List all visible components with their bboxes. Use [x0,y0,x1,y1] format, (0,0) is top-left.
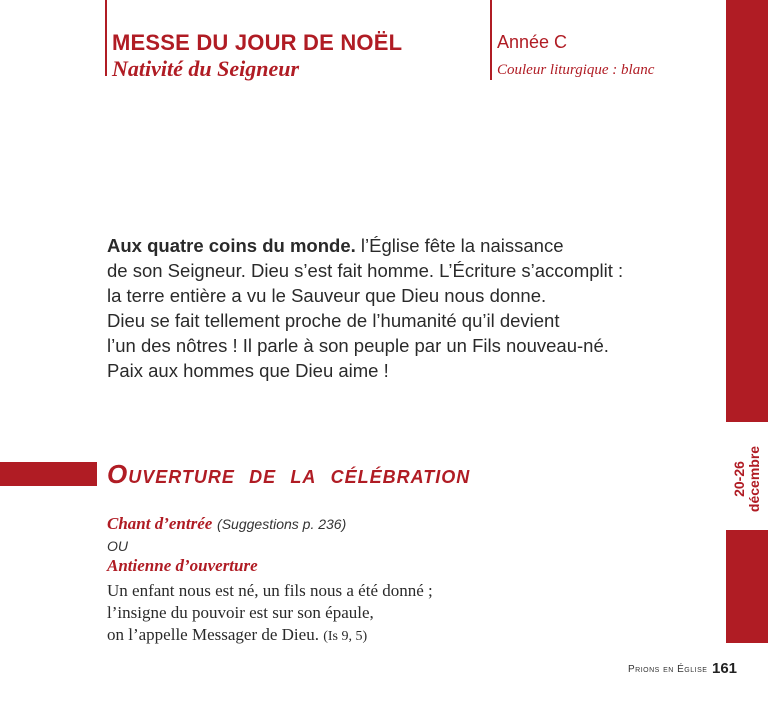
header-rule-left [105,0,107,76]
intro-line-1 [107,233,707,258]
section-title: Ouverture de la célébration [107,459,471,489]
or-label: OU [107,538,128,554]
intro-line-5: l’un des nôtres ! Il parle à son peuple par un Fils nouveau-né. [107,335,609,356]
intro-line-1-text: l’Église fête la naissance [355,235,564,256]
intro-paragraph [107,233,707,383]
page-title: MESSE DU JOUR DE NOËL [112,30,403,55]
date-month: décembre [746,445,762,513]
liturgical-colour: Couleur liturgique : blanc [497,62,655,78]
liturgical-year: Année C [497,32,568,52]
publication-name: Prions en Église [628,664,708,675]
intro-line-3: la terre entière a vu le Sauveur que Dieu nous donne. [107,285,547,306]
intro-lead: Aux quatre coins du monde. [107,235,356,256]
date-range: 20-26 [731,461,747,497]
sidebar-band-bottom [726,530,768,643]
sidebar-band-top [726,0,768,422]
antiphon-line-3 [107,624,433,648]
chant-label: Chant d’entrée [107,514,213,533]
intro-line-2: de son Seigneur. Dieu s’est fait homme. L’Écriture s’accomplit : [107,260,624,281]
section-marker-bar [0,462,97,486]
antiphon-citation: (Is 9, 5) [323,629,368,644]
intro-line-4: Dieu se fait tellement proche de l’humanité qu’il devient [107,310,560,331]
antiphon-line-1: Un enfant nous est né, un fils nous a été donné ; [107,581,433,600]
antienne-label: Antienne d’ouverture [107,556,258,575]
chant-entree [107,514,346,534]
date-tab [727,434,767,524]
chant-reference: (Suggestions p. 236) [217,516,347,532]
page-number: 161 [712,660,738,677]
antiphon-line-2: l’insigne du pouvoir est sur son épaule, [107,603,374,622]
intro-line-6: Paix aux hommes que Dieu aime ! [107,360,389,381]
antiphon-text [107,580,433,648]
header-rule-right [490,0,492,80]
antiphon-line-3-text: on l’appelle Messager de Dieu. [107,625,319,644]
page-subtitle: Nativité du Seigneur [112,56,300,81]
